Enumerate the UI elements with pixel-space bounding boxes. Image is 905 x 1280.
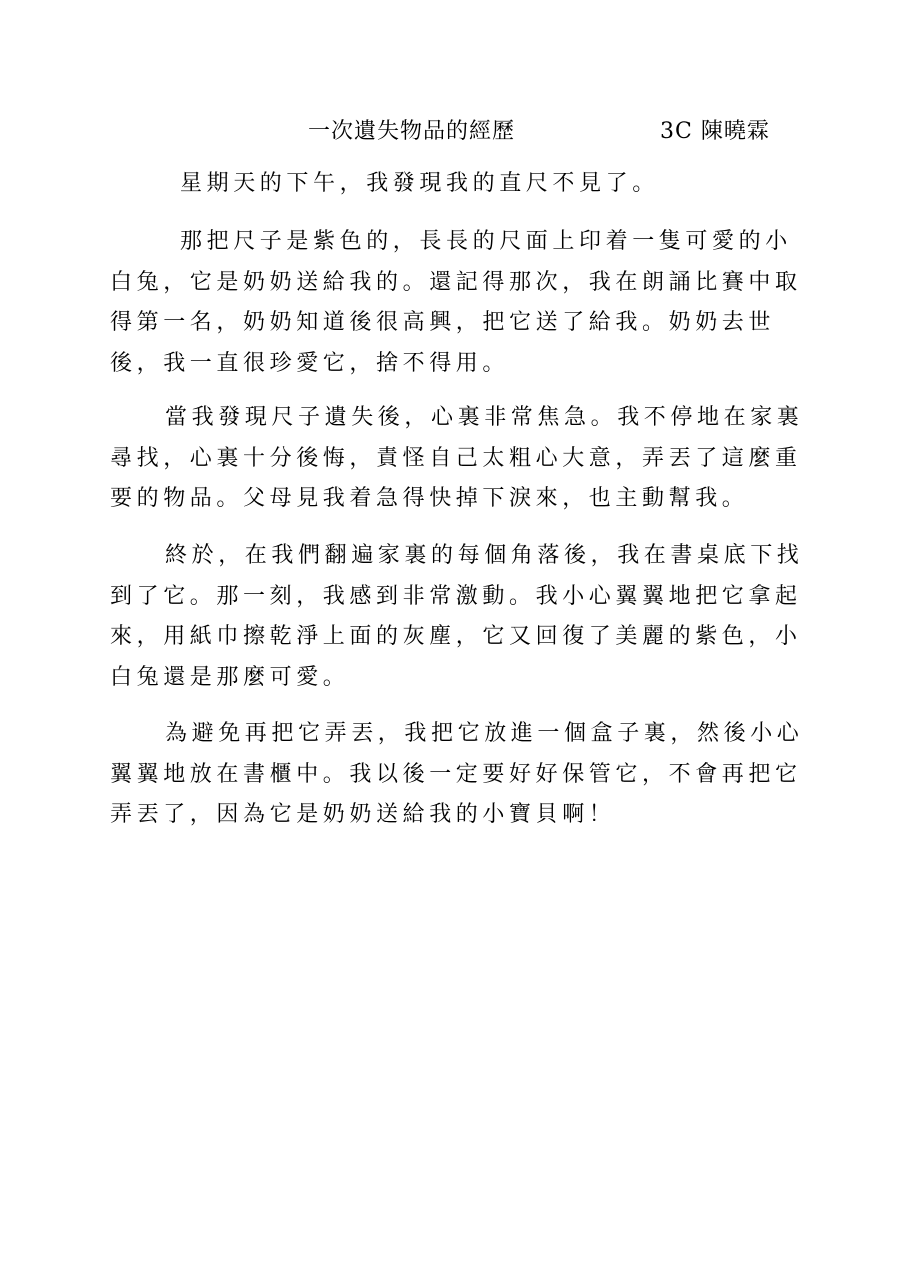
paragraph-1-text: 星期天的下午，我發現我的直尺不見了。 [180,171,659,196]
paragraph-2 [110,222,810,384]
paragraph-5 [110,714,810,836]
author-name: 3C 陳曉霖 [660,119,770,144]
paragraph-2-text: 那把尺子是紫色的，長長的尺面上印着一隻可愛的小白兔，它是奶奶送給我的。還記得那次，我在朗誦比賽中取得第一名，奶奶知道後很高興，把它送了給我。奶奶去世後，我一直很珍愛它，捨不得用。 [110,229,802,376]
paragraph-4 [110,536,810,698]
paragraph-3-text: 當我發現尺子遺失後，心裏非常焦急。我不停地在家裏尋找，心裏十分後悔，責怪自己太粗心大意，弄丟了這麼重要的物品。父母見我着急得快掉下淚來，也主動幫我。 [110,405,804,511]
title-line [0,114,905,146]
paragraph-1 [110,164,810,205]
paragraph-4-text: 終於，在我們翻遍家裏的每個角落後，我在書桌底下找到了它。那一刻，我感到非常激動。我小心翼翼地把它拿起來，用紙巾擦乾淨上面的灰塵，它又回復了美麗的紫色，小白兔還是那麼可愛。 [110,543,804,690]
essay-title: 一次遺失物品的經歷 [308,119,516,144]
paragraph-5-text: 為避免再把它弄丟，我把它放進一個盒子裏，然後小心翼翼地放在書櫃中。我以後一定要好好保管它，不會再把它弄丟了，因為它是奶奶送給我的小寶貝啊！ [110,721,804,827]
paragraph-3 [110,398,810,520]
